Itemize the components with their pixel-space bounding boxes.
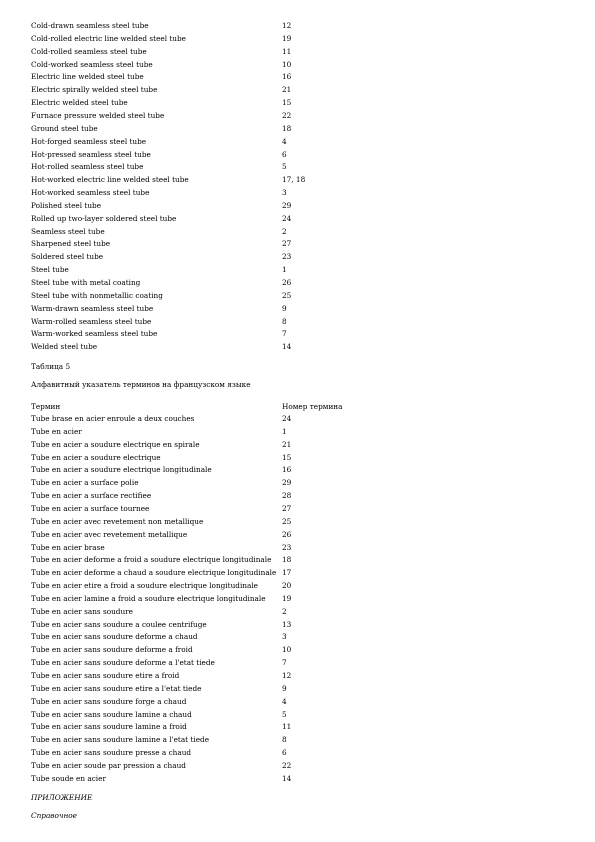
term-row — [31, 110, 571, 122]
term-row — [31, 46, 571, 58]
term-row — [31, 760, 571, 772]
term-row — [31, 213, 571, 225]
term-number: 24 — [282, 414, 292, 423]
term-text: Tube en acier sans soudure etire a froid — [31, 671, 180, 680]
term-row — [31, 413, 571, 425]
term-text: Tube en acier sans soudure forge a chaud — [31, 696, 187, 706]
term-number: 21 — [282, 85, 292, 95]
term-text: Tube en acier a soudure electrique en spirale — [31, 439, 200, 449]
term-row — [31, 20, 571, 32]
term-row — [31, 238, 571, 250]
term-row — [31, 529, 571, 541]
term-number: 5 — [282, 709, 287, 719]
term-row — [31, 439, 571, 451]
term-row — [31, 670, 571, 682]
term-number: 25 — [282, 516, 292, 526]
term-number: 29 — [282, 478, 292, 488]
term-number: 27 — [282, 239, 292, 249]
term-text: Tube en acier sans soudure deforme a chaud — [31, 632, 198, 642]
term-number: 13 — [282, 619, 292, 629]
term-row — [31, 721, 571, 733]
term-text: Tube en acier avec revetement non metallique — [31, 516, 204, 526]
term-number: 15 — [282, 98, 292, 108]
term-number: 27 — [282, 503, 292, 513]
term-number: 17, 18 — [282, 175, 306, 185]
term-text: Electric spirally welded steel tube — [31, 85, 158, 95]
term-row — [31, 161, 571, 173]
term-row — [31, 174, 571, 186]
term-number: 7 — [282, 658, 287, 668]
term-text: Hot-worked electric line welded steel tube — [31, 175, 189, 185]
term-row — [31, 606, 571, 618]
term-text: Tube en acier brase — [31, 542, 105, 552]
term-row — [31, 452, 571, 464]
term-row — [31, 516, 571, 528]
term-text: Warm-rolled seamless steel tube — [31, 316, 152, 326]
term-number: 8 — [282, 316, 287, 326]
term-text: Steel tube with nonmetallic coating — [31, 290, 163, 300]
term-row — [31, 59, 571, 71]
term-number: 3 — [282, 632, 287, 642]
term-number: 18 — [282, 123, 292, 133]
term-text: Tube en acier sans soudure a coulee centrifuge — [31, 619, 207, 629]
term-row — [31, 709, 571, 721]
term-row — [31, 657, 571, 669]
term-text: Ground steel tube — [31, 123, 98, 133]
term-row — [31, 33, 571, 45]
term-row — [31, 644, 571, 656]
term-text: Cold-rolled seamless steel tube — [31, 46, 147, 56]
term-row — [31, 542, 571, 554]
term-text: Tube en acier soude par pression a chaud — [31, 760, 186, 770]
term-text: Soldered steel tube — [31, 252, 104, 262]
term-row — [31, 290, 571, 302]
term-text: Tube en acier a surface polie — [31, 478, 139, 488]
term-text: Tube en acier deforme a froid a soudure electrique longitudinale — [31, 555, 272, 565]
term-number: 23 — [282, 252, 292, 262]
term-number: 16 — [282, 72, 292, 82]
term-row — [31, 187, 571, 199]
term-text: Hot-rolled seamless steel tube — [31, 162, 144, 172]
term-text: Tube en acier sans soudure lamine a chaud — [31, 709, 192, 719]
term-text: Cold-drawn seamless steel tube — [31, 21, 149, 30]
term-text: Electric line welded steel tube — [31, 72, 144, 82]
term-row — [31, 71, 571, 83]
term-row — [31, 631, 571, 643]
term-text: Tube en acier etire a froid a soudure electrique longitudinale — [31, 581, 258, 591]
term-text: Steel tube — [31, 265, 69, 275]
term-row — [31, 477, 571, 489]
term-text: Tube en acier sans soudure deforme a l'etat tiede — [31, 658, 215, 668]
term-text: Tube en acier sans soudure lamine a froid — [31, 722, 187, 732]
term-row — [31, 580, 571, 592]
term-row — [31, 503, 571, 515]
term-number: 22 — [282, 110, 292, 120]
term-text: Cold-worked seamless steel tube — [31, 59, 153, 69]
table-header — [31, 401, 571, 413]
term-text: Hot-forged seamless steel tube — [31, 136, 147, 146]
term-number: 11 — [282, 46, 292, 56]
term-row — [31, 341, 571, 353]
term-number: 24 — [282, 213, 292, 223]
term-row — [31, 593, 571, 605]
term-row — [31, 619, 571, 631]
term-text: Tube en acier sans soudure etire a l'etat tiede — [31, 683, 202, 693]
term-number: 29 — [282, 200, 292, 210]
term-row — [31, 696, 571, 708]
term-text: Furnace pressure welded steel tube — [31, 110, 165, 120]
term-number: 6 — [282, 748, 287, 758]
term-number: 5 — [282, 162, 287, 172]
term-text: Tube en acier a soudure electrique longitudinale — [31, 465, 212, 475]
term-row — [31, 747, 571, 759]
term-row — [31, 683, 571, 695]
term-number: 1 — [282, 265, 287, 275]
term-number: 9 — [282, 303, 287, 313]
term-number: 26 — [282, 278, 292, 287]
term-text: Sharpened steel tube — [31, 239, 111, 249]
appendix-note: Справочное — [31, 811, 78, 820]
term-row — [31, 773, 571, 785]
term-text: Polished steel tube — [31, 200, 102, 210]
term-number: 12 — [282, 671, 292, 680]
term-row — [31, 426, 571, 438]
term-number: 19 — [282, 33, 292, 43]
term-text: Tube soude en acier — [31, 773, 106, 783]
term-row — [31, 123, 571, 135]
term-number: 20 — [282, 581, 292, 591]
term-row — [31, 226, 571, 238]
header-term: Термин — [31, 402, 61, 411]
term-text: Warm-drawn seamless steel tube — [31, 303, 154, 313]
term-text: Tube en acier sans soudure presse a chaud — [31, 748, 192, 758]
term-number: 22 — [282, 760, 292, 770]
term-row — [31, 277, 571, 289]
term-number: 11 — [282, 722, 292, 732]
term-number: 7 — [282, 329, 287, 339]
term-number: 21 — [282, 439, 292, 449]
term-text: Warm-worked seamless steel tube — [31, 329, 158, 339]
term-text: Tube en acier sans soudure deforme a froid — [31, 645, 193, 655]
term-text: Seamless steel tube — [31, 226, 105, 236]
term-number: 19 — [282, 593, 292, 603]
term-row — [31, 316, 571, 328]
term-text: Tube en acier a soudure electrique — [31, 452, 161, 462]
term-row — [31, 97, 571, 109]
term-text: Tube en acier avec revetement metallique — [31, 529, 188, 539]
term-number: 25 — [282, 290, 292, 300]
term-row — [31, 251, 571, 263]
term-number: 14 — [282, 342, 292, 352]
term-row — [31, 136, 571, 148]
term-number: 2 — [282, 606, 287, 616]
table-label: Таблица 5 — [31, 362, 71, 371]
term-row — [31, 328, 571, 340]
term-number: 26 — [282, 529, 292, 539]
term-text: Tube en acier — [31, 426, 82, 436]
term-row — [31, 554, 571, 566]
term-text: Tube en acier deforme a chaud a soudure electrique longitudinale — [31, 568, 277, 578]
term-number: 4 — [282, 696, 287, 706]
term-text: Steel tube with metal coating — [31, 278, 141, 287]
term-number: 2 — [282, 226, 287, 236]
term-text: Tube en acier a surface tournee — [31, 503, 150, 513]
table-title: Алфавитный указатель терминов на французском языке — [31, 380, 251, 389]
term-number: 10 — [282, 59, 292, 69]
term-number: 3 — [282, 188, 287, 198]
term-number: 23 — [282, 542, 292, 552]
term-row — [31, 84, 571, 96]
term-text: Hot-pressed seamless steel tube — [31, 149, 151, 159]
term-text: Electric welded steel tube — [31, 98, 128, 108]
term-number: 10 — [282, 645, 292, 655]
header-number: Номер термина — [282, 402, 343, 411]
term-row — [31, 734, 571, 746]
term-number: 1 — [282, 426, 287, 436]
term-text: Tube brase en acier enroule a deux couches — [31, 414, 195, 423]
term-number: 18 — [282, 555, 292, 565]
term-number: 4 — [282, 136, 287, 146]
term-text: Hot-worked seamless steel tube — [31, 188, 150, 198]
term-row — [31, 303, 571, 315]
term-text: Tube en acier a surface rectifiee — [31, 491, 152, 501]
term-row — [31, 464, 571, 476]
term-row — [31, 200, 571, 212]
term-row — [31, 567, 571, 579]
term-text: Welded steel tube — [31, 342, 98, 352]
term-text: Cold-rolled electric line welded steel tube — [31, 33, 186, 43]
term-number: 6 — [282, 149, 287, 159]
term-number: 15 — [282, 452, 292, 462]
term-row — [31, 490, 571, 502]
term-row — [31, 149, 571, 161]
term-text: Tube en acier sans soudure — [31, 606, 133, 616]
term-text: Rolled up two-layer soldered steel tube — [31, 213, 177, 223]
term-number: 16 — [282, 465, 292, 475]
term-number: 14 — [282, 773, 292, 783]
term-text: Tube en acier sans soudure lamine a l'etat tiede — [31, 735, 210, 745]
term-text: Tube en acier lamine a froid a soudure electrique longitudinale — [31, 593, 266, 603]
appendix-label: ПРИЛОЖЕНИЕ — [31, 793, 93, 802]
term-number: 28 — [282, 491, 292, 501]
term-number: 12 — [282, 21, 292, 30]
term-number: 9 — [282, 683, 287, 693]
term-row — [31, 264, 571, 276]
term-number: 8 — [282, 735, 287, 745]
term-number: 17 — [282, 568, 292, 578]
